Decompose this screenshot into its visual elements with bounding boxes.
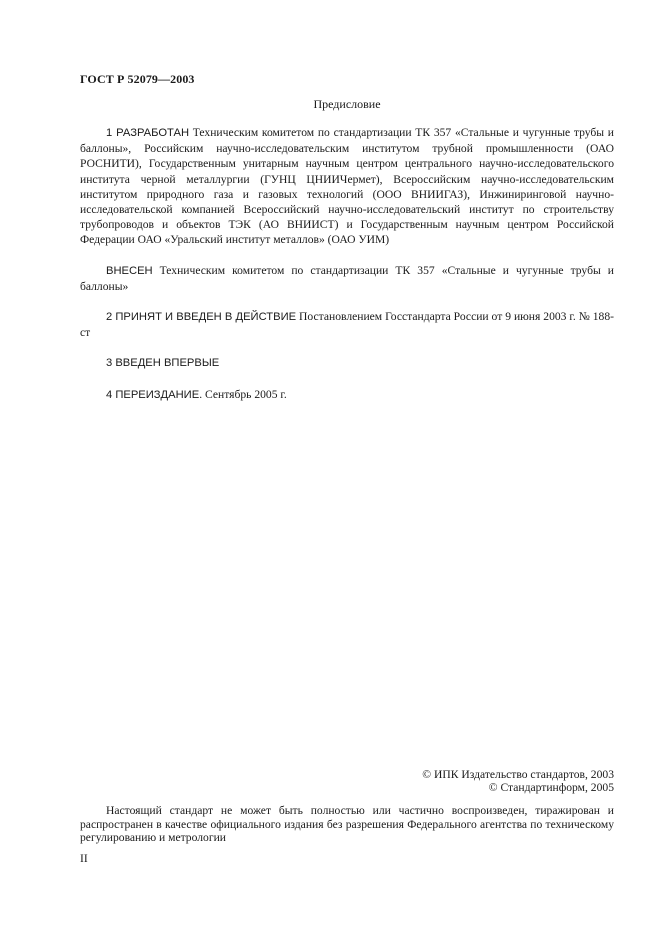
item-text: Постановлением Госстандарта России от 9 июня 2003 г. № 188-ст — [80, 310, 614, 340]
foreword-item-introduced — [80, 263, 614, 294]
item-keyword: 3 ВВЕДЕН ВПЕРВЫЕ — [106, 357, 220, 370]
item-text: Техническим комитетом по стандартизации ТК 357 «Стальные и чугунные трубы и баллоны», Российским научно-исследовательским институтом трубной промышленности (ОАО РОСНИТИ), Государственным унитарным научным центром центрального научно-исследовательского института черной металлургии (ГУНЦ ЦНИИЧермет), Всероссийским научно-исследовательским институтом природного газа и газовых технологий (ООО ВНИИГАЗ), Инжиниринговой научно-исследовательской компанией Всероссийский научно-исследовательский институт по строительству трубопроводов и объектов ТЭК (АО ВНИИСТ) и Государственным научным центром Российской Федерации ОАО «Уральский институт металлов» (ОАО УИМ) — [80, 126, 614, 247]
item-text: Техническим комитетом по стандартизации ТК 357 «Стальные и чугунные трубы и баллоны» — [80, 263, 614, 293]
foreword-item-adopted — [80, 309, 614, 340]
foreword-item-developed — [80, 125, 614, 248]
item-keyword: 4 ПЕРЕИЗДАНИЕ — [106, 388, 200, 401]
item-keyword: ВНЕСЕН — [106, 264, 153, 277]
foreword-item-reissue — [80, 387, 614, 403]
standard-code: ГОСТ Р 52079—2003 — [80, 72, 195, 86]
copyright-line-standartinform: © Стандартинформ, 2005 — [488, 781, 614, 794]
foreword-title: Предисловие — [313, 97, 381, 111]
item-keyword: 2 ПРИНЯТ И ВВЕДЕН В ДЕЙСТВИЕ — [106, 311, 297, 324]
item-text: . Сентябрь 2005 г. — [199, 387, 287, 401]
item-keyword: 1 РАЗРАБОТАН — [106, 127, 190, 139]
foreword-body — [80, 125, 614, 418]
copyright-line-ipk: © ИПК Издательство стандартов, 2003 — [422, 768, 614, 781]
page-number: II — [80, 852, 88, 865]
reproduction-notice: Настоящий стандарт не может быть полностью или частично воспроизведен, тиражирован и распространен в качестве официального издания без разрешения Федерального агентства по техническому регулированию и метрологии — [80, 804, 614, 844]
foreword-item-first-introduced — [80, 355, 614, 371]
copyright-block — [80, 768, 614, 794]
